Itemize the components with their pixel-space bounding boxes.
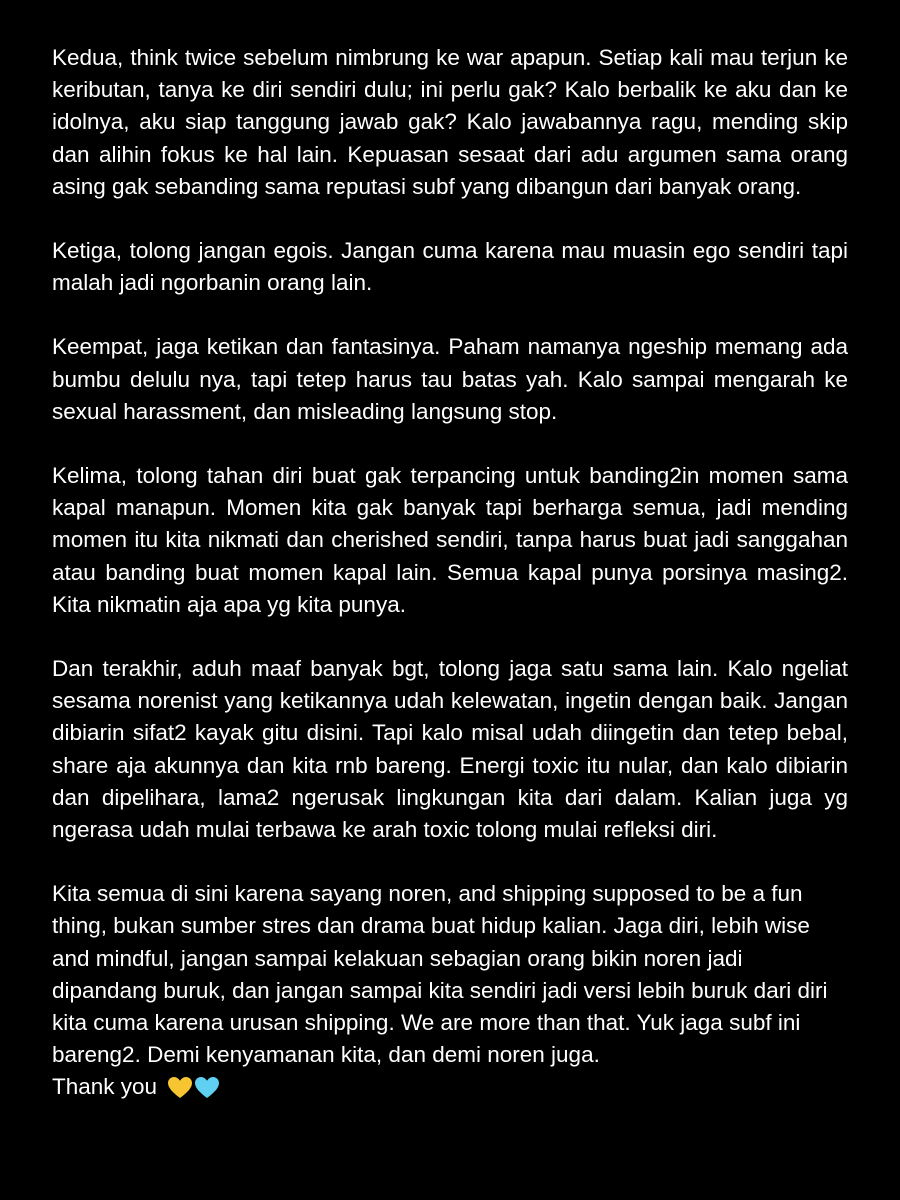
- closing-text: Thank you: [52, 1074, 158, 1100]
- paragraph-kelima: Kelima, tolong tahan diri buat gak terpancing untuk banding2in momen sama kapal manapun. Momen kita gak banyak tapi berharga semua, jadi mending momen itu kita nikmati dan cherished sendiri, tanpa harus buat jadi sanggahan atau banding buat momen kapal lain. Semua kapal punya porsinya masing2. Kita nikmatin aja apa yg kita punya.: [52, 463, 848, 617]
- paragraph-kedua: Kedua, think twice sebelum nimbrung ke war apapun. Setiap kali mau terjun ke keributan, tanya ke diri sendiri dulu; ini perlu gak? Kalo berbalik ke aku dan ke idolnya, aku siap tanggung jawab gak? Kalo jawabannya ragu, mending skip dan alihin fokus ke hal lain. Kepuasan sesaat dari adu argumen sama orang asing gak sebanding sama reputasi subf yang dibangun dari banyak orang.: [52, 45, 848, 199]
- closing-line: [52, 1071, 848, 1103]
- paragraph-ketiga: Ketiga, tolong jangan egois. Jangan cuma karena mau muasin ego sendiri tapi malah jadi ngorbanin orang lain.: [52, 238, 848, 296]
- yellow-heart-icon: [167, 1076, 193, 1100]
- blue-heart-icon: [194, 1076, 220, 1100]
- hearts-group: [167, 1076, 220, 1100]
- paragraph-penutup: Kita semua di sini karena sayang noren, and shipping supposed to be a fun thing, bukan sumber stres dan drama buat hidup kalian. Jaga diri, lebih wise and mindful, jangan sampai kelakuan sebagian orang bikin noren jadi dipandang buruk, dan jangan sampai kita sendiri jadi versi lebih buruk dari diri kita cuma karena urusan shipping. We are more than that. Yuk jaga subf ini bareng2. Demi kenyamanan kita, dan demi noren juga.: [52, 881, 828, 1068]
- paragraph-keempat: Keempat, jaga ketikan dan fantasinya. Paham namanya ngeship memang ada bumbu delulu nya, tapi tetep harus tau batas yah. Kalo sampai mengarah ke sexual harassment, dan misleading langsung stop.: [52, 334, 848, 424]
- paragraph-terakhir: Dan terakhir, aduh maaf banyak bgt, tolong jaga satu sama lain. Kalo ngeliat sesama norenist yang ketikannya udah kelewatan, ingetin dengan baik. Jangan dibiarin sifat2 kayak gitu disini. Tapi kalo misal udah diingetin dan tetep bebal, share aja akunnya dan kita rnb bareng. Energi toxic itu nular, dan kalo dibiarin dan dipelihara, lama2 ngerusak lingkungan kita dari dalam. Kalian juga yg ngerasa udah mulai terbawa ke arah toxic tolong mulai refleksi diri.: [52, 656, 848, 843]
